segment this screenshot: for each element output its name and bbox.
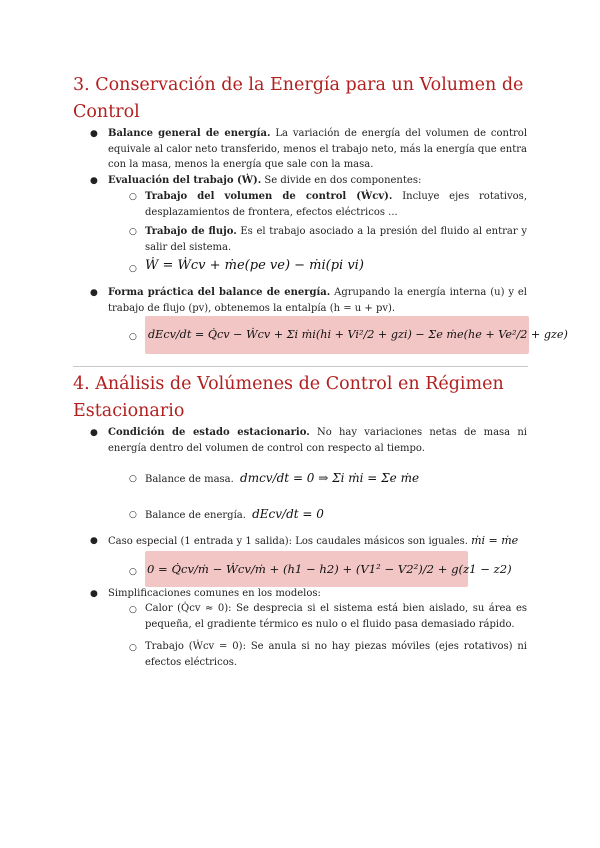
balance-general-label: Balance general de energía. — [108, 128, 271, 139]
calor-label: Calor (Q̇cv ≈ 0): — [145, 603, 232, 614]
calor-text: Se desprecia si el sistema está bien aislado, su área es pequeña, el gradiente térmico es nulo o el fluido pasa demasiado rápido. — [145, 603, 527, 630]
sub-bullet-circle: ○ — [129, 264, 137, 274]
bullet-dot: ● — [90, 428, 98, 438]
balance-energia-item — [145, 507, 324, 524]
forma-practica-item — [108, 285, 527, 316]
sub-bullet-circle: ○ — [129, 510, 137, 520]
estado-estacionario-item — [108, 425, 527, 456]
simplificaciones-item: Simplificaciones comunes en los modelos: — [108, 588, 321, 599]
energy-balance-formula: dEcv/dt = Q̇cv − Ẇcv + Σi ṁi(hi + Vi²/2 + gzi) − Σe ṁe(he + Ve²/2 + gze) — [145, 316, 529, 354]
balance-masa-formula: dmcv/dt = 0 ⇒ Σi ṁi = Σe ṁe — [240, 471, 420, 485]
forma-practica-label: Forma práctica del balance de energía. — [108, 287, 331, 298]
calor-item — [145, 601, 527, 632]
sub-bullet-circle: ○ — [129, 474, 137, 484]
balance-energia-formula: dEcv/dt = 0 — [252, 507, 324, 521]
trabajo-vc-item — [145, 189, 527, 220]
trabajo-vc-text: Incluye ejes rotativos, desplazamientos de frontera, efectos eléctricos ... — [145, 191, 527, 218]
trabajo-flujo-item — [145, 224, 527, 255]
trabajo-flujo-label: Trabajo de flujo. — [145, 226, 237, 237]
section-3-title: 3. Conservación de la Energía para un Volumen de Control — [73, 75, 524, 122]
forma-practica-text: Agrupando la energía interna (u) y el trabajo de flujo (pv), obtenemos la entalpía (h = u + pv). — [108, 287, 527, 314]
section-divider — [73, 366, 528, 367]
bullet-dot: ● — [90, 536, 98, 546]
balance-general-item — [108, 126, 527, 173]
bullet-dot: ● — [90, 176, 98, 186]
evaluacion-trabajo-text: Se divide en dos componentes: — [264, 175, 422, 186]
sub-bullet-circle: ○ — [129, 227, 137, 237]
work-formula: Ẇ = Ẇcv + ṁe(pe ve) − ṁi(pi vi) — [145, 258, 364, 273]
trabajo-text: Se anula si no hay piezas móviles (ejes rotativos) ni efectos eléctricos. — [145, 641, 527, 668]
evaluacion-trabajo-label: Evaluación del trabajo (Ẇ). — [108, 175, 262, 186]
balance-masa-item — [145, 471, 419, 488]
bullet-dot: ● — [90, 129, 98, 139]
caso-especial-item — [108, 533, 527, 550]
trabajo-label: Trabajo (Ẇcv = 0): — [145, 641, 246, 652]
trabajo-vc-label: Trabajo del volumen de control (Ẇcv). — [145, 191, 393, 202]
balance-energia-label: Balance de energía. — [145, 510, 246, 521]
balance-masa-label: Balance de masa. — [145, 474, 234, 485]
evaluacion-trabajo-item — [108, 173, 527, 189]
sub-bullet-circle: ○ — [129, 192, 137, 202]
sub-bullet-circle: ○ — [129, 567, 137, 577]
section-4-title: 4. Análisis de Volúmenes de Control en Régimen Estacionario — [73, 374, 504, 421]
trabajo-flujo-text: Es el trabajo asociado a la presión del fluido al entrar y salir del sistema. — [145, 226, 527, 253]
sub-bullet-circle: ○ — [129, 605, 137, 615]
bullet-dot: ● — [90, 589, 98, 599]
estado-estacionario-text: No hay variaciones netas de masa ni energía dentro del volumen de control con respecto al tiempo. — [108, 427, 527, 454]
estado-estacionario-label: Condición de estado estacionario. — [108, 427, 310, 438]
sub-bullet-circle: ○ — [129, 332, 137, 342]
caso-especial-rel: ṁi = ṁe — [471, 534, 519, 547]
bullet-dot: ● — [90, 288, 98, 298]
steady-flow-formula: 0 = Q̇cv/ṁ − Ẇcv/ṁ + (h1 − h2) + (V1² − V2²)/2 + g(z1 − z2) — [145, 551, 468, 587]
caso-especial-text: Caso especial (1 entrada y 1 salida): Los caudales másicos son iguales. — [108, 536, 468, 547]
trabajo-item — [145, 639, 527, 670]
balance-general-text: La variación de energía del volumen de control equivale al calor neto transferido, menos el trabajo neto, más la energía que entra con la masa, menos la energía que sale con la masa. — [108, 128, 528, 170]
sub-bullet-circle: ○ — [129, 643, 137, 653]
